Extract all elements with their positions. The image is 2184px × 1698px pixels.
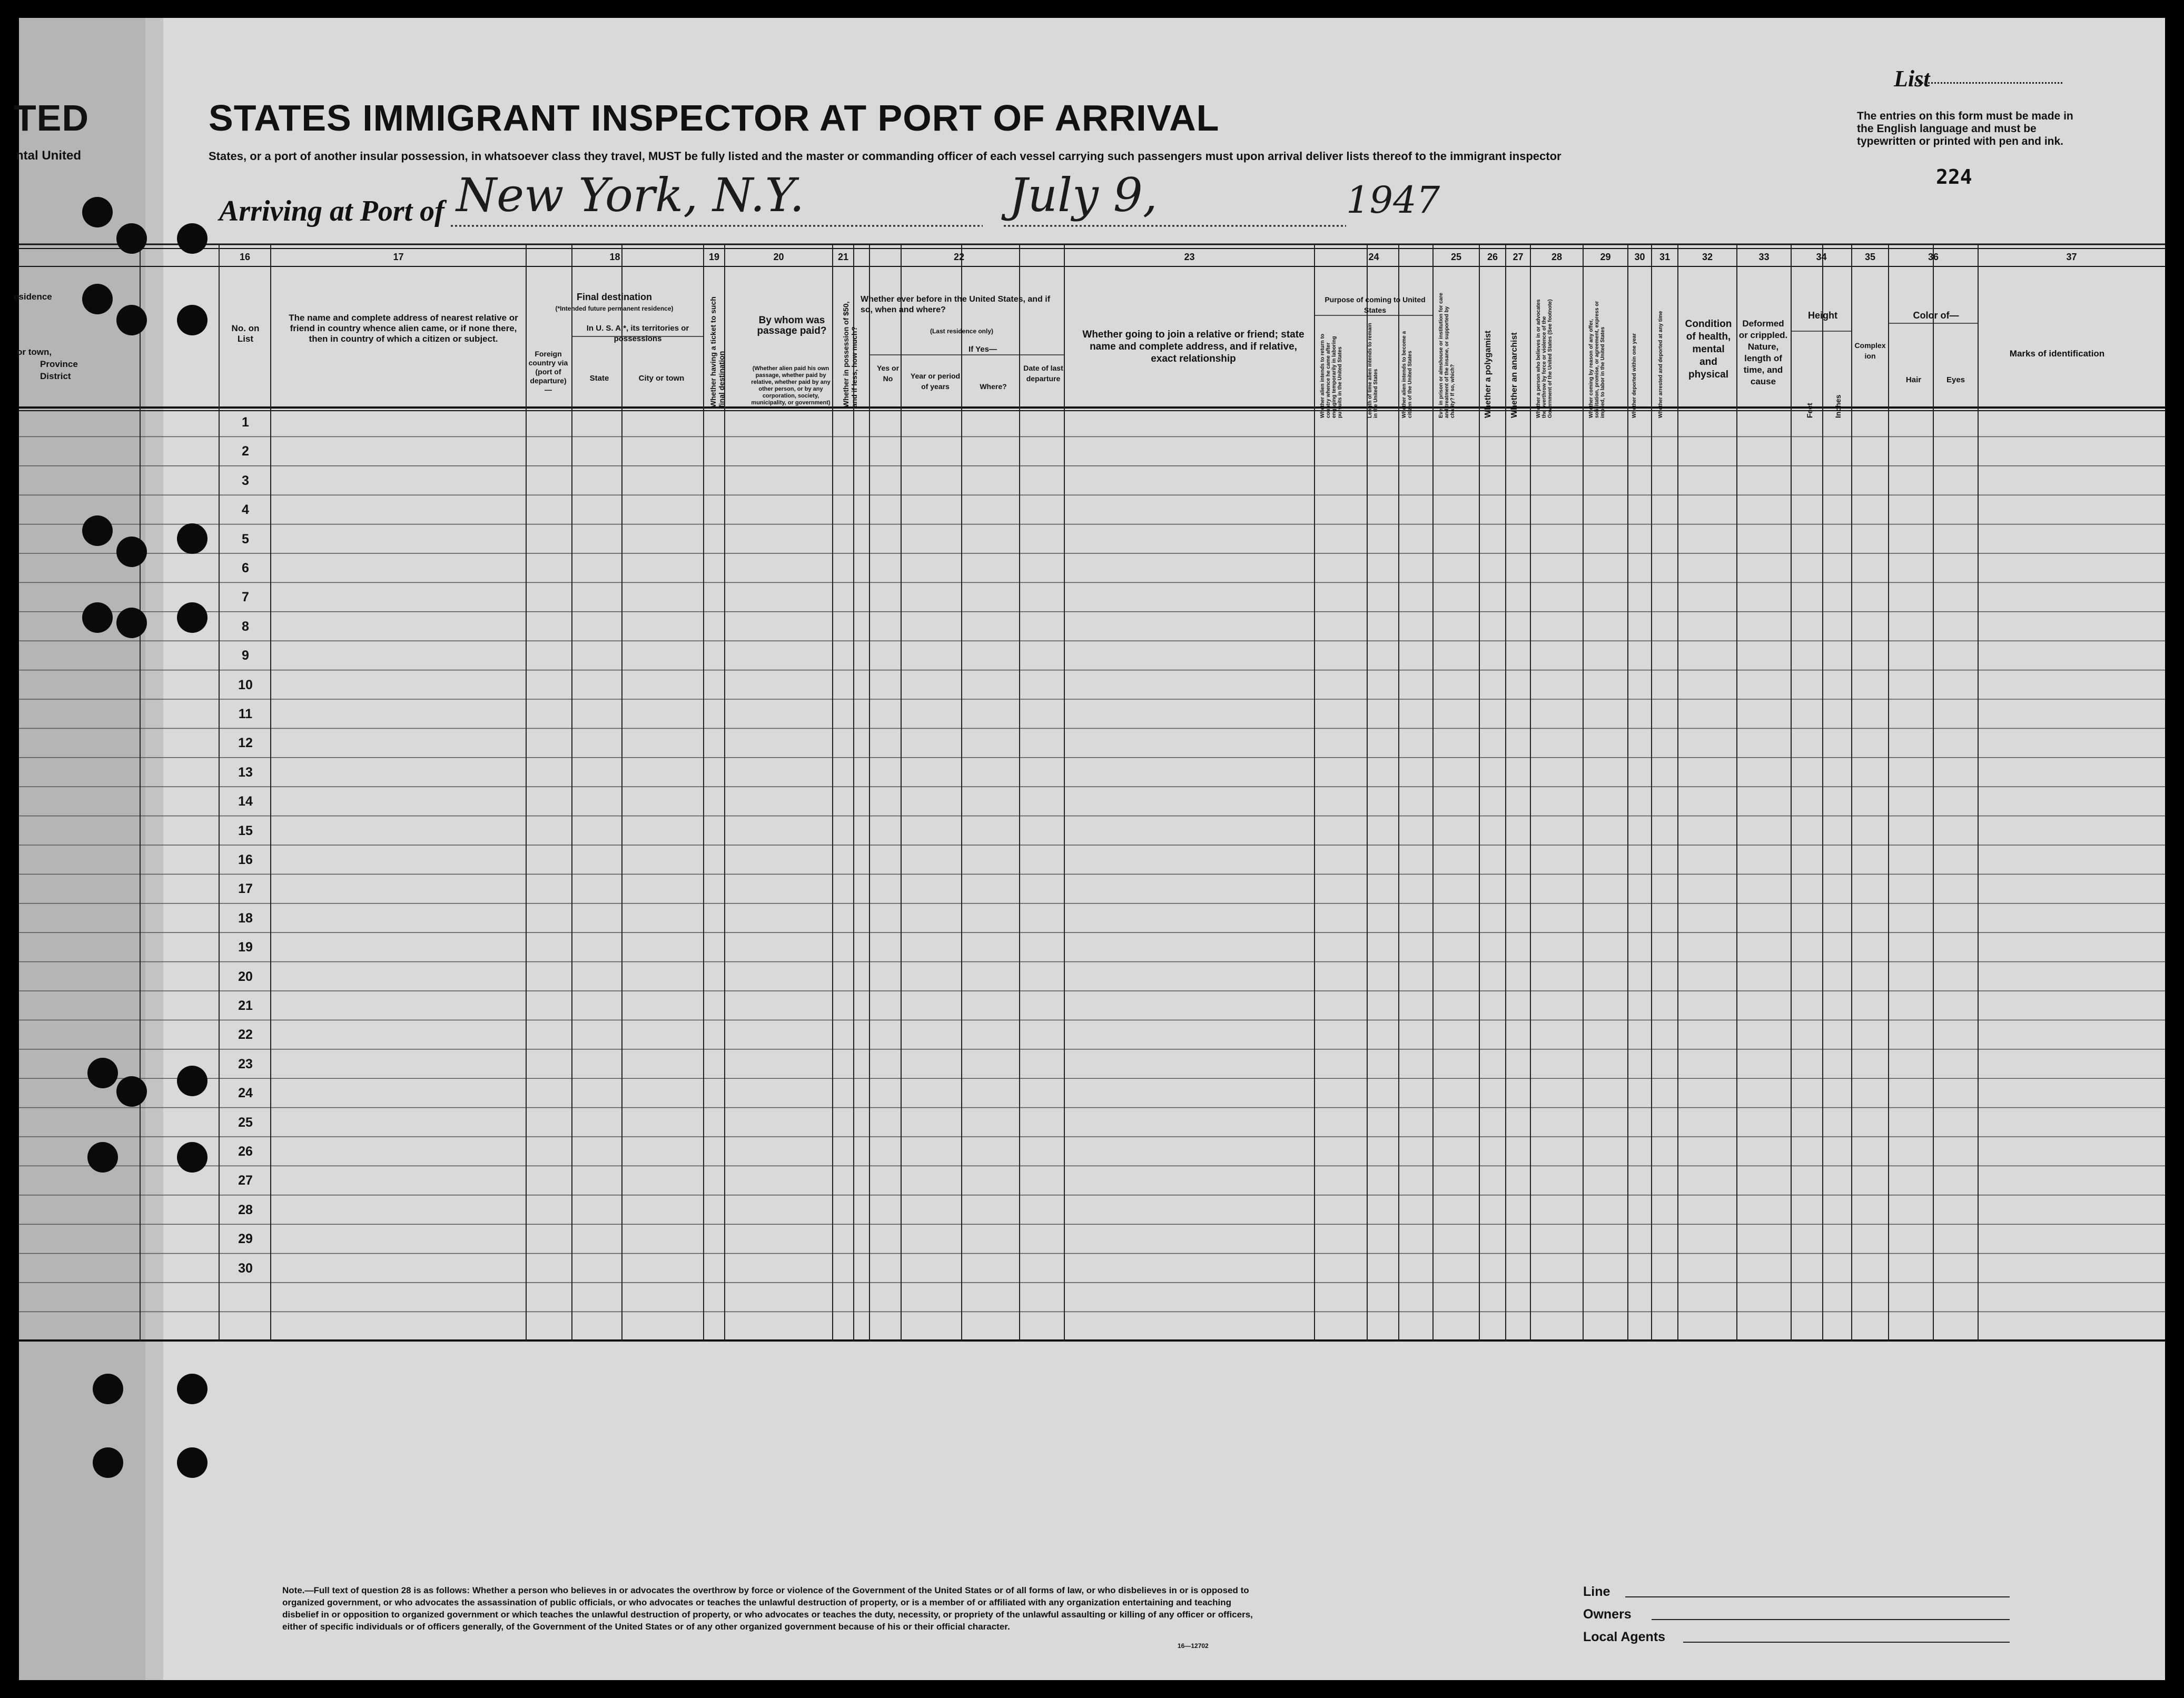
header-deported-one-year: Whether deported within one year	[1632, 333, 1637, 418]
column-number: 25	[1450, 252, 1462, 262]
punch-hole	[93, 1447, 123, 1478]
row-number: 14	[238, 794, 253, 809]
punch-hole	[116, 223, 147, 254]
column-number: 32	[1702, 252, 1713, 262]
header-passage-note: (Whether alien paid his own passage, whether paid by relative, whether paid by any other person, or by any corporation, society, municipality, or government)	[751, 365, 831, 406]
header-hair: Hair	[1905, 375, 1922, 384]
column-number: 35	[1864, 252, 1876, 262]
column-number: 19	[708, 252, 720, 262]
header-passage-paid: By whom was passage paid?	[757, 315, 827, 336]
punch-hole	[116, 608, 147, 638]
footer-owners-field[interactable]	[1652, 1619, 2010, 1620]
row-number: 29	[238, 1232, 253, 1247]
ruled-grid	[19, 18, 2165, 1680]
header-city: City or town	[638, 374, 685, 383]
row-number: 11	[238, 707, 253, 721]
left-col-residence: esidence	[14, 292, 52, 302]
instructions-text: The entries on this form must be made in the English language and must be typewritten or printed with pen and ink.	[1857, 110, 2073, 147]
header-height: Height	[1808, 310, 1837, 321]
column-number: 28	[1551, 252, 1563, 262]
header-labor-offer: Whether coming by reason of any offer, solicitation, promise, or agreement, express or implied, to labor in the United States	[1588, 301, 1606, 418]
column-number: 26	[1487, 252, 1498, 262]
row-number: 18	[238, 910, 253, 926]
footnote-q28: Note.—Full text of question 28 is as follows: Whether a person who believes in or advocates the overthrow by force or violence of the Government of the United States or of all forms of law, or who disbelieves in or is opposed to organized government, or who advocates the assassination of public officials, or who advocates or teaches the unlawful destruction of property, or is a member of or affiliated with any organization entertaining and teaching disbelief in or opposition to organized government or which teaches the unlawful destruction of property, or who advocates or teaches the duty, necessity, or propriety of the unlawful assaulting or killing of any officer or officers, either of specific individuals or of officers generally, of the Government of the United States or of any other organized government because of his or their official character.	[282, 1585, 1253, 1632]
header-inches: Inches	[1834, 394, 1842, 418]
header-no-on-list: No. on List	[231, 323, 260, 344]
row-number: 1	[242, 415, 249, 430]
header-last-residence: (Last residence only)	[930, 327, 994, 335]
header-nearest-relative: The name and complete address of nearest relative or friend in country whence alien came, or if none there, then in country of which a citizen or subject.	[289, 313, 518, 344]
row-number: 5	[242, 531, 249, 547]
punch-hole	[177, 305, 207, 335]
left-col-province: Province	[40, 359, 78, 369]
header-color-of: Color of—	[1913, 310, 1959, 321]
footer-agents-field[interactable]	[1683, 1642, 2010, 1643]
punch-hole	[177, 1447, 207, 1478]
header-condition-health: Condition of health, mental and physical	[1685, 319, 1732, 380]
punch-hole	[82, 197, 113, 227]
header-arrested-deported: Whether arrested and deported at any time	[1658, 311, 1664, 418]
footer-line-label: Line	[1583, 1584, 1610, 1599]
date-handwritten: July 9,	[1009, 168, 1158, 222]
header-feet: Feet	[1805, 403, 1814, 418]
row-number: 3	[242, 473, 249, 488]
arriving-label: Arriving at Port of	[219, 195, 444, 227]
header-purpose-citizen: Whether alien intends to become a citizen of the United States	[1401, 331, 1413, 418]
header-final-destination: Final destination	[576, 292, 652, 302]
punch-hole	[116, 305, 147, 335]
punch-hole	[82, 515, 113, 546]
row-number: 2	[242, 444, 249, 459]
port-handwritten: New York, N.Y.	[456, 168, 805, 222]
header-purpose: Purpose of coming to United States	[1325, 295, 1426, 314]
form-subtitle: States, or a port of another insular possession, in whatsoever class they travel, MUST be fully listed and the master or commanding officer of each vessel carrying such passengers must upon arrival deliver lists thereof to the immigrant inspector	[209, 150, 1562, 163]
row-number: 13	[238, 764, 253, 780]
row-number: 15	[238, 823, 253, 838]
header-state: State	[589, 374, 609, 383]
row-number: 16	[238, 852, 253, 867]
header-purpose-length: Length of time alien intends to remain in the United States	[1367, 323, 1379, 418]
header-if-yes: If Yes—	[969, 345, 997, 354]
header-year-period: Year or period of years	[910, 372, 961, 391]
punch-hole	[177, 523, 207, 554]
header-overthrow: Whether a person who believes in or advocates the overthrow by force or violence of the Government of the United States (See footnote)	[1536, 299, 1553, 418]
header-ever-in-us: Whether ever before in the United States, and if so, when and where?	[861, 295, 1051, 314]
row-number: 4	[242, 502, 249, 518]
row-number: 25	[238, 1115, 253, 1130]
column-number: 21	[837, 252, 849, 262]
row-number: 8	[242, 619, 249, 634]
column-number: 27	[1513, 252, 1524, 262]
punch-hole	[82, 602, 113, 633]
sheet-number: 224	[1936, 165, 1972, 188]
column-number: 33	[1758, 252, 1770, 262]
row-number: 10	[238, 677, 253, 692]
punch-hole	[177, 1066, 207, 1096]
punch-hole	[177, 602, 207, 633]
header-marks: Marks of identification	[2009, 349, 2105, 359]
column-number: 18	[609, 252, 620, 262]
header-join-relative: Whether going to join a relative or friend; state name and complete address, and if relative, exact relationship	[1082, 329, 1305, 364]
header-in-usa: In U. S. A.*, its territories or possessions	[586, 324, 689, 343]
left-title-fragment: TED	[14, 97, 89, 138]
left-col-district: District	[40, 371, 71, 381]
footer-agents-label: Local Agents	[1583, 1630, 1666, 1644]
form-code: 16—12702	[1178, 1642, 1209, 1650]
header-final-destination-note: (*Intended future permanent residence)	[555, 305, 674, 312]
header-prison: Ever in prison or almshouse or institution for care and treatment of the insane, or supported by charity? If so, which?	[1438, 293, 1456, 418]
header-where: Where?	[980, 382, 1007, 391]
header-ticket: Whether having a ticket to such final destination	[709, 296, 726, 408]
column-number: 24	[1368, 252, 1379, 262]
row-number: 28	[238, 1202, 253, 1217]
punch-hole	[116, 1076, 147, 1107]
column-number: 36	[1928, 252, 1939, 262]
year-handwritten: 1947	[1346, 178, 1440, 222]
header-deformed: Deformed or crippled. Nature, length of time, and cause	[1738, 319, 1788, 386]
punch-hole	[177, 1142, 207, 1173]
row-number: 20	[238, 969, 253, 984]
row-number: 9	[242, 648, 249, 663]
column-number: 17	[393, 252, 404, 262]
header-possession-50: Whether in possession of $50, and if less, how much?	[842, 301, 858, 408]
row-number: 19	[238, 940, 253, 955]
footer-owners-label: Owners	[1583, 1607, 1632, 1622]
column-number: 29	[1600, 252, 1611, 262]
row-number: 6	[242, 561, 249, 575]
row-number: 23	[238, 1056, 253, 1071]
list-number-field[interactable]	[1915, 82, 2062, 84]
punch-hole	[87, 1142, 118, 1173]
column-number: 30	[1634, 252, 1645, 262]
header-eyes: Eyes	[1946, 375, 1965, 384]
row-number: 30	[238, 1260, 253, 1276]
column-number: 31	[1659, 252, 1671, 262]
row-number: 7	[242, 590, 249, 605]
column-number: 22	[953, 252, 965, 262]
header-complexion: Complexion	[1854, 341, 1886, 360]
row-number: 12	[238, 736, 253, 751]
punch-hole	[116, 537, 147, 567]
header-purpose-return: Whether alien intends to return to country whence he came after engaging temporarily in laboring pursuits in the United States	[1320, 333, 1343, 418]
left-subtitle-fragment: ntal United	[16, 148, 81, 163]
row-number: 21	[238, 998, 253, 1013]
punch-hole	[177, 223, 207, 254]
column-number: 34	[1816, 252, 1827, 262]
row-number: 26	[238, 1144, 253, 1159]
header-yes-no: Yes or No	[876, 364, 900, 383]
punch-hole	[177, 1374, 207, 1404]
row-number: 24	[238, 1086, 253, 1101]
column-number: 23	[1184, 252, 1195, 262]
punch-hole	[82, 284, 113, 314]
manifest-sheet	[14, 18, 2165, 1680]
punch-hole	[87, 1058, 118, 1088]
column-number: 37	[2066, 252, 2077, 262]
row-number: 27	[238, 1173, 253, 1188]
row-number: 17	[238, 881, 253, 897]
punch-hole	[93, 1374, 123, 1404]
header-date-departure: Date of last departure	[1023, 364, 1063, 383]
column-number: 16	[239, 252, 251, 262]
list-label: List	[1894, 66, 1930, 92]
left-col-town: or town,	[17, 347, 52, 357]
footer-line-field[interactable]	[1625, 1596, 2010, 1597]
header-foreign-country: Foreign country via (port of departure)—	[528, 350, 568, 394]
form-title: STATES IMMIGRANT INSPECTOR AT PORT OF ARRIVAL	[209, 97, 1220, 138]
header-anarchist: Whether an anarchist	[1510, 332, 1519, 418]
header-polygamist: Whether a polygamist	[1484, 330, 1493, 418]
column-number: 20	[773, 252, 784, 262]
row-number: 22	[238, 1027, 253, 1042]
